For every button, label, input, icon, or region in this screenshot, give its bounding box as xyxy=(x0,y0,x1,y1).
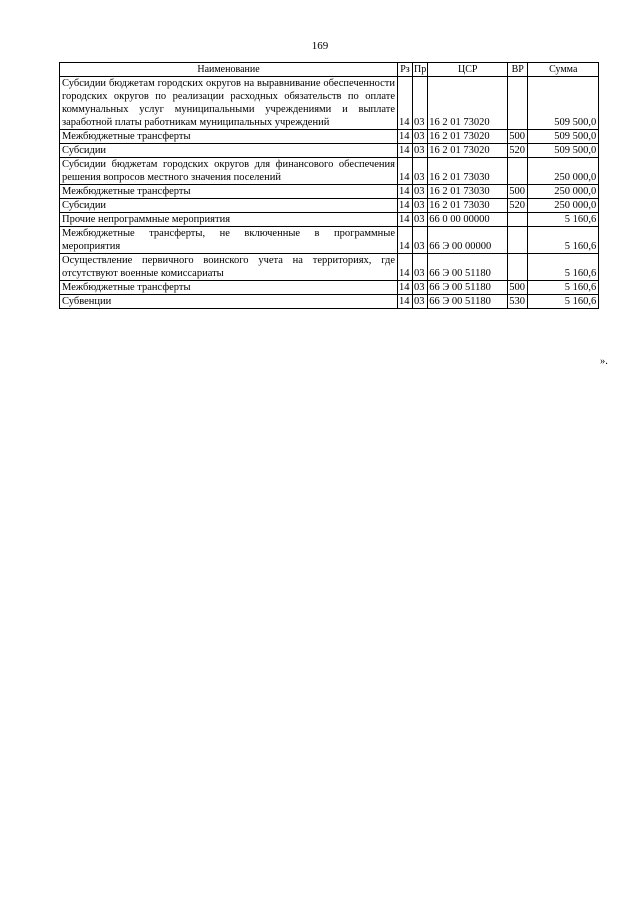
cell-sum: 5 160,6 xyxy=(528,227,599,254)
cell-rz: 14 xyxy=(398,185,413,199)
table-row xyxy=(60,199,599,213)
table-row xyxy=(60,295,599,309)
cell-vr: 520 xyxy=(508,199,528,213)
cell-sum: 250 000,0 xyxy=(528,185,599,199)
cell-vr xyxy=(508,158,528,185)
cell-vr: 500 xyxy=(508,281,528,295)
table-row xyxy=(60,185,599,199)
cell-sum: 5 160,6 xyxy=(528,295,599,309)
table-row xyxy=(60,227,599,254)
cell-vr: 530 xyxy=(508,295,528,309)
cell-rz: 14 xyxy=(398,130,413,144)
cell-csr: 66 Э 00 51180 xyxy=(428,281,508,295)
cell-csr: 66 Э 00 51180 xyxy=(428,254,508,281)
cell-sum: 509 500,0 xyxy=(528,144,599,158)
cell-pr: 03 xyxy=(413,144,428,158)
header-pr: Пр xyxy=(414,64,427,75)
cell-name: Осуществление первичного воинского учета на территориях, где отсутствуют военные комиссариаты xyxy=(60,254,398,281)
cell-rz: 14 xyxy=(398,295,413,309)
table-row xyxy=(60,77,599,130)
cell-name: Субсидии xyxy=(60,199,398,213)
cell-csr: 16 2 01 73030 xyxy=(428,199,508,213)
cell-name: Межбюджетные трансферты, не включенные в программные мероприятия xyxy=(60,227,398,254)
cell-name: Субсидии xyxy=(60,144,398,158)
cell-name: Межбюджетные трансферты xyxy=(60,281,398,295)
header-name: Наименование xyxy=(60,63,398,77)
cell-vr: 500 xyxy=(508,185,528,199)
cell-pr: 03 xyxy=(413,77,428,130)
cell-name: Межбюджетные трансферты xyxy=(60,185,398,199)
cell-csr: 66 Э 00 00000 xyxy=(428,227,508,254)
budget-table xyxy=(59,62,599,309)
header-csr: ЦСР xyxy=(428,63,508,77)
cell-csr: 16 2 01 73020 xyxy=(428,130,508,144)
cell-vr xyxy=(508,77,528,130)
cell-name: Субвенции xyxy=(60,295,398,309)
cell-csr: 66 0 00 00000 xyxy=(428,213,508,227)
header-vr: ВР xyxy=(508,63,528,77)
cell-rz: 14 xyxy=(398,281,413,295)
cell-csr: 66 Э 00 51180 xyxy=(428,295,508,309)
cell-sum: 5 160,6 xyxy=(528,213,599,227)
cell-sum: 509 500,0 xyxy=(528,130,599,144)
table-row xyxy=(60,213,599,227)
cell-pr: 03 xyxy=(413,295,428,309)
cell-csr: 16 2 01 73030 xyxy=(428,185,508,199)
cell-csr: 16 2 01 73020 xyxy=(428,144,508,158)
table-row xyxy=(60,281,599,295)
table-header-row xyxy=(60,63,599,77)
cell-rz: 14 xyxy=(398,158,413,185)
closing-quote-mark: ». xyxy=(600,356,608,367)
cell-rz: 14 xyxy=(398,144,413,158)
cell-pr: 03 xyxy=(413,185,428,199)
cell-pr: 03 xyxy=(413,281,428,295)
cell-pr: 03 xyxy=(413,199,428,213)
table-row xyxy=(60,158,599,185)
cell-pr: 03 xyxy=(413,213,428,227)
cell-vr xyxy=(508,227,528,254)
table-row xyxy=(60,130,599,144)
table-row xyxy=(60,144,599,158)
cell-vr: 520 xyxy=(508,144,528,158)
cell-sum: 250 000,0 xyxy=(528,199,599,213)
cell-pr: 03 xyxy=(413,227,428,254)
cell-pr: 03 xyxy=(413,158,428,185)
header-rz: Рз xyxy=(398,63,413,77)
cell-name: Субсидии бюджетам городских округов для финансового обеспечения решения вопросов местного значения поселений xyxy=(60,158,398,185)
cell-name: Межбюджетные трансферты xyxy=(60,130,398,144)
cell-rz: 14 xyxy=(398,254,413,281)
cell-pr: 03 xyxy=(413,130,428,144)
page-number: 169 xyxy=(311,40,329,52)
cell-vr xyxy=(508,254,528,281)
table-body xyxy=(60,77,599,309)
cell-csr: 16 2 01 73020 xyxy=(428,77,508,130)
cell-name: Субсидии бюджетам городских округов на выравнивание обеспеченности городских округов по реализации расходных обязательств по оплате коммунальных услуг муниципальными учреждениями и выплате заработной платы работникам муниципальных учреждений xyxy=(60,77,398,130)
cell-sum: 250 000,0 xyxy=(528,158,599,185)
cell-vr: 500 xyxy=(508,130,528,144)
cell-csr: 16 2 01 73030 xyxy=(428,158,508,185)
cell-pr: 03 xyxy=(413,254,428,281)
cell-sum: 5 160,6 xyxy=(528,254,599,281)
header-sum: Сумма xyxy=(528,63,599,77)
cell-rz: 14 xyxy=(398,213,413,227)
table-row xyxy=(60,254,599,281)
cell-sum: 509 500,0 xyxy=(528,77,599,130)
cell-vr xyxy=(508,213,528,227)
cell-rz: 14 xyxy=(398,227,413,254)
cell-rz: 14 xyxy=(398,77,413,130)
cell-sum: 5 160,6 xyxy=(528,281,599,295)
cell-name: Прочие непрограммные мероприятия xyxy=(60,213,398,227)
cell-rz: 14 xyxy=(398,199,413,213)
